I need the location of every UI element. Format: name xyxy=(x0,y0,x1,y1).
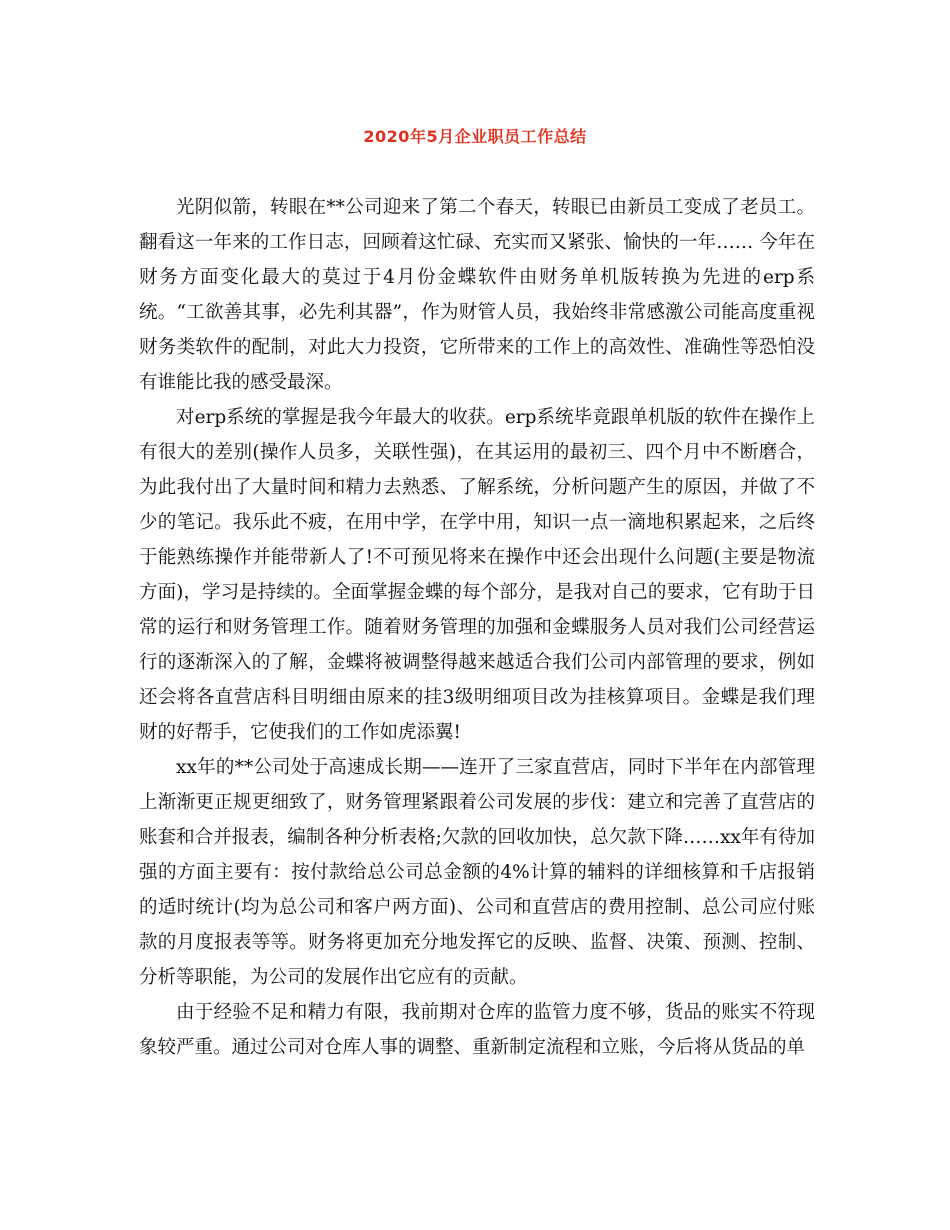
document-body xyxy=(139,190,815,1065)
paragraph-2: 对erp系统的掌握是我今年最大的收获。erp系统毕竟跟单机版的软件在操作上有很大的差别(操作人员多，关联性强)，在其运用的最初三、四个月中不断磨合，为此我付出了大量时间和精力去熟悉、了解系统，分析问题产生的原因，并做了不少的笔记。我乐此不疲，在用中学，在学中用，知识一点一滴地积累起来，之后终于能熟练操作并能带新人了!不可预见将来在操作中还会出现什么问题(主要是物流方面)，学习是持续的。全面掌握金蝶的每个部分，是我对自己的要求，它有助于日常的运行和财务管理工作。随着财务管理的加强和金蝶服务人员对我们公司经营运行的逐渐深入的了解，金蝶将被调整得越来越适合我们公司内部管理的要求，例如还会将各直营店科目明细由原来的挂3级明细项目改为挂核算项目。金蝶是我们理财的好帮手，它使我们的工作如虎添翼! xyxy=(139,407,815,743)
paragraph-4: 由于经验不足和精力有限，我前期对仓库的监管力度不够，货品的账实不符现象较严重。通过公司对仓库人事的调整、重新制定流程和立账，今后将从货品的单 xyxy=(139,1002,815,1058)
paragraph-1: 光阴似箭，转眼在**公司迎来了第二个春天，转眼已由新员工变成了老员工。翻看这一年来的工作日志，回顾着这忙碌、充实而又紧张、愉快的一年…… 今年在财务方面变化最大的莫过于4月份金蝶软件由财务单机版转换为先进的erp系统。“工欲善其事，必先利其器”，作为财管人员，我始终非常感激公司能高度重视财务类软件的配制，对此大力投资，它所带来的工作上的高效性、准确性等恐怕没有谁能比我的感受最深。 xyxy=(139,197,815,393)
paragraph-3: xx年的**公司处于高速成长期——连开了三家直营店，同时下半年在内部管理上渐渐更正规更细致了，财务管理紧跟着公司发展的步伐：建立和完善了直营店的账套和合并报表，编制各种分析表格;欠款的回收加快，总欠款下降……xx年有待加强的方面主要有：按付款给总公司总金额的4%计算的辅料的详细核算和千店报销的适时统计(均为总公司和客户两方面)、公司和直营店的费用控制、总公司应付账款的月度报表等等。财务将更加充分地发挥它的反映、监督、决策、预测、控制、分析等职能，为公司的发展作出它应有的贡献。 xyxy=(139,757,815,988)
document-title: 2020年5月企业职员工作总结 xyxy=(363,127,587,146)
